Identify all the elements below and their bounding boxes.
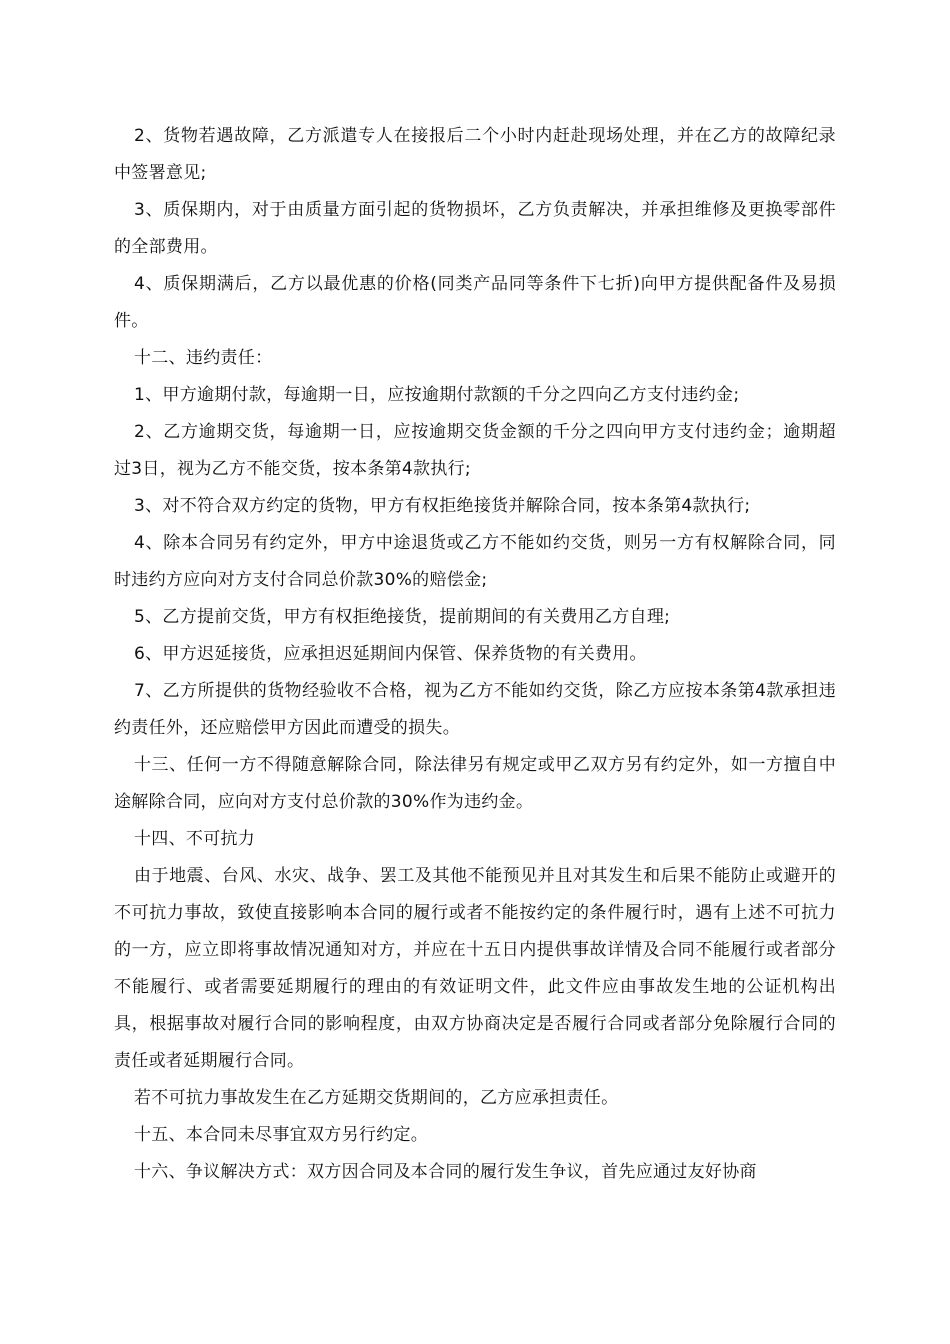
section-heading-14: 十四、不可抗力 — [134, 829, 256, 849]
clause-liability-7: 7、乙方所提供的货物经验收不合格，视为乙方不能如约交货，除乙方应按本条第4款承担违约责任外，还应赔偿甲方因此而遭受的损失。 — [114, 681, 836, 738]
contract-page — [114, 118, 836, 1191]
clause-warranty-3: 3、质保期内，对于由质量方面引起的货物损坏，乙方负责解决，并承担维修及更换零部件的全部费用。 — [114, 200, 836, 257]
clause-liability-2: 2、乙方逾期交货，每逾期一日，应按逾期交货金额的千分之四向甲方支付违约金；逾期超过3日，视为乙方不能交货，按本条第4款执行; — [114, 422, 836, 479]
clause-liability-4: 4、除本合同另有约定外，甲方中途退货或乙方不能如约交货，则另一方有权解除合同，同时违约方应向对方支付合同总价款30%的赔偿金; — [114, 533, 836, 590]
section-15: 十五、本合同未尽事宜双方另行约定。 — [134, 1125, 429, 1145]
section-13: 十三、任何一方不得随意解除合同，除法律另有规定或甲乙双方另有约定外，如一方擅自中途解除合同，应向对方支付总价款的30%作为违约金。 — [114, 755, 836, 812]
clause-warranty-4: 4、质保期满后，乙方以最优惠的价格(同类产品同等条件下七折)向甲方提供配备件及易损件。 — [114, 274, 836, 331]
clause-liability-5: 5、乙方提前交货，甲方有权拒绝接货，提前期间的有关费用乙方自理; — [134, 607, 671, 627]
clause-warranty-2: 2、货物若遇故障，乙方派遣专人在接报后二个小时内赶赴现场处理，并在乙方的故障纪录中签署意见; — [114, 126, 836, 183]
section-heading-12: 十二、违约责任： — [134, 348, 273, 368]
clause-liability-6: 6、甲方迟延接货，应承担迟延期间内保管、保养货物的有关费用。 — [134, 644, 647, 664]
clause-liability-1: 1、甲方逾期付款，每逾期一日，应按逾期付款额的千分之四向乙方支付违约金; — [134, 385, 740, 405]
clause-liability-3: 3、对不符合双方约定的货物，甲方有权拒绝接货并解除合同，按本条第4款执行; — [134, 496, 751, 516]
force-majeure-body: 由于地震、台风、水灾、战争、罢工及其他不能预见并且对其发生和后果不能防止或避开的不可抗力事故，致使直接影响本合同的履行或者不能按约定的条件履行时，遇有上述不可抗力的一方，应立即将事故情况通知对方，并应在十五日内提供事故详情及合同不能履行或者部分不能履行、或者需要延期履行的理由的有效证明文件，此文件应由事故发生地的公证机构出具，根据事故对履行合同的影响程度，由双方协商决定是否履行合同或者部分免除履行合同的责任或者延期履行合同。 — [114, 866, 836, 1071]
force-majeure-delay: 若不可抗力事故发生在乙方延期交货期间的，乙方应承担责任。 — [134, 1088, 619, 1108]
section-16: 十六、争议解决方式：双方因合同及本合同的履行发生争议，首先应通过友好协商 — [134, 1162, 757, 1182]
